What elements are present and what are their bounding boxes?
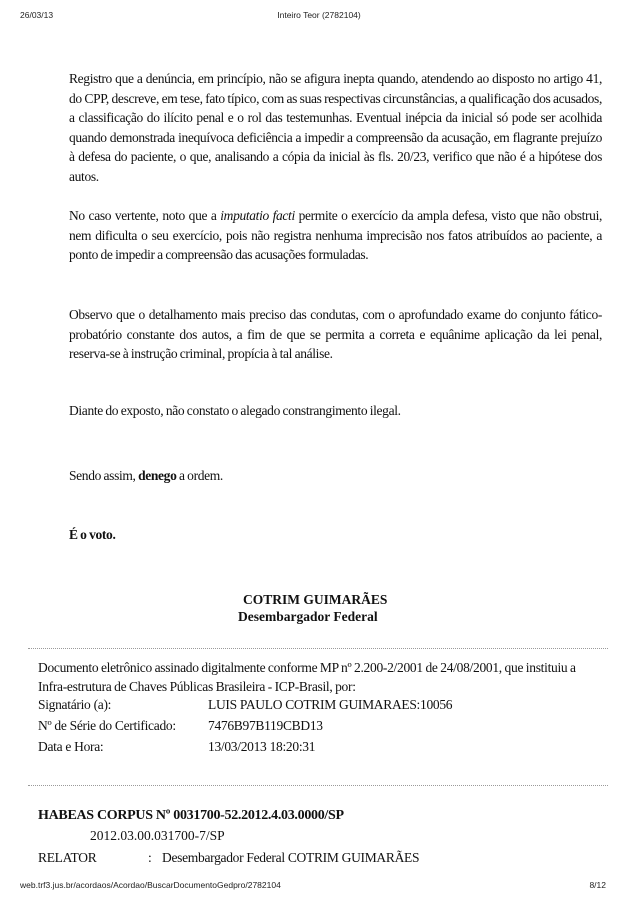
certificate-label: Signatário (a):: [38, 697, 112, 712]
paragraph-text: É o voto.: [69, 527, 116, 542]
bold-term: denego: [138, 468, 177, 483]
signature-role: Desembargador Federal: [238, 609, 378, 624]
paragraph-text-start: No caso vertente, noto que a: [69, 208, 221, 223]
signature-name: COTRIM GUIMARÃES: [243, 592, 388, 607]
paragraph-caso-vertente: [69, 206, 602, 265]
case-number: 2012.03.00.031700-7/SP: [90, 828, 225, 843]
italic-term: imputatio facti: [220, 208, 295, 223]
certificate-label: Data e Hora:: [38, 739, 104, 754]
paragraph-text: Diante do exposto, não constato o alegado constrangimento ilegal.: [69, 403, 401, 418]
paragraph-diante: [69, 401, 602, 421]
relator-label: RELATOR: [38, 850, 97, 865]
paragraph-text-end: permite o exercício da ampla defesa, visto que não obstrui, nem dificulta o seu exercício, pois não registra nenhuma imprecisão nos fatos atribuídos ao paciente, a ponto de impedir a compreensão das acusações formuladas.: [69, 208, 603, 263]
relator-value: Desembargador Federal COTRIM GUIMARÃES: [162, 850, 420, 865]
paragraph-text: Registro que a denúncia, em princípio, não se afigura inepta quando, atendendo ao disposto no artigo 41, do CPP, descreve, em tese, fato típico, com as suas respectivas circunstâncias, a qualificação dos acusados, a classificação do ilícito penal e o rol das testemunhas. Eventual inépcia da inicial só pode ser acolhida quando demonstrada inequívoca deficiência a impedir a compreensão da acusação, em flagrante prejuízo à defesa do paciente, o que, analisando a cópia da inicial às fls. 20/23, verifico que não é a hipótese dos autos.: [69, 71, 602, 184]
page-number: 8/12: [589, 880, 606, 890]
print-title: Inteiro Teor (2782104): [277, 10, 361, 20]
relator-separator: :: [148, 850, 152, 865]
certificate-value: 13/03/2013 18:20:31: [208, 739, 316, 754]
paragraph-denego: [69, 466, 602, 486]
print-date: 26/03/13: [20, 10, 54, 20]
divider-bottom: [28, 785, 608, 786]
case-title: HABEAS CORPUS Nº 0031700-52.2012.4.03.0000/SP: [38, 808, 344, 823]
paragraph-text-end: a ordem.: [176, 468, 223, 483]
paragraph-voto: [69, 525, 602, 545]
page-url: web.trf3.jus.br/acordaos/Acordao/BuscarDocumentoGedpro/2782104: [20, 880, 281, 890]
certificate-value: LUIS PAULO COTRIM GUIMARAES:10056: [208, 697, 453, 712]
divider-top: [28, 648, 608, 649]
paragraph-observo: [69, 305, 602, 364]
certificate-label: Nº de Série do Certificado:: [38, 718, 176, 733]
certificate-value: 7476B97B119CBD13: [208, 718, 323, 733]
paragraph-denuncia: [69, 69, 602, 187]
certificate-notice: Documento eletrônico assinado digitalmente conforme MP nº 2.200-2/2001 de 24/08/2001, que instituiu a Infra-estrutura de Chaves Públicas Brasileira - ICP-Brasil, por:: [38, 660, 576, 694]
paragraph-text-start: Sendo assim,: [69, 468, 139, 483]
paragraph-text: Observo que o detalhamento mais preciso das condutas, com o aprofundado exame do conjunto fático-probatório constante dos autos, a fim de que se permita a correta e equânime aplicação da lei penal, reserva-se à instrução criminal, propícia à tal análise.: [69, 307, 602, 362]
